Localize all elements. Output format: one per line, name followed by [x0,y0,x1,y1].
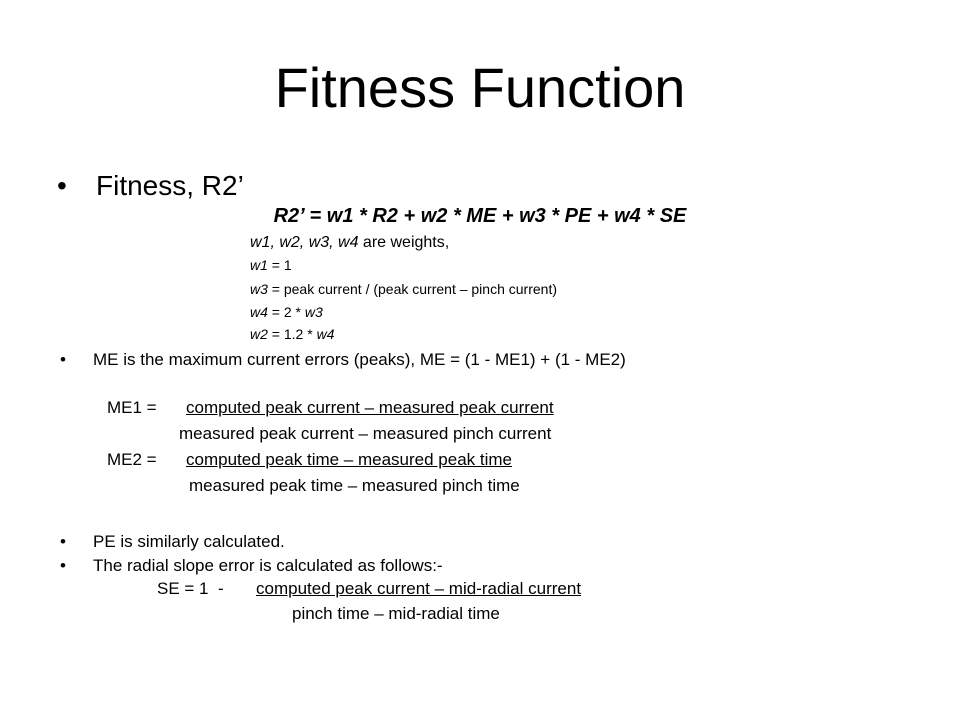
w1-definition [250,258,292,272]
se-label: SE = 1 - [157,579,224,598]
slide-title: Fitness Function [274,56,686,119]
w3-definition [250,282,557,296]
me1-label: ME1 = [107,398,157,417]
me2-numerator: computed peak time – measured peak time [186,450,513,469]
w3-var: w3 [250,281,268,297]
w2-definition [250,327,334,341]
bullet-dot-icon: • [57,170,67,201]
se-numerator: computed peak current – mid-radial current [256,579,582,598]
me-bullet: ME is the maximum current errors (peaks), ME = (1 - ME1) + (1 - ME2) [93,350,626,369]
me1-numerator: computed peak current – measured peak current [186,398,554,417]
w1-rest: = 1 [267,257,292,273]
w2-ref: w4 [316,326,335,342]
fitness-bullet: Fitness, R2’ [96,170,244,201]
w2-var: w2 [250,326,268,342]
bullet-dot-icon: • [60,532,66,551]
me1-denominator: measured peak current – measured pinch current [179,424,552,443]
me2-denominator: measured peak time – measured pinch time [189,476,520,495]
w3-rest: = peak current / (peak current – pinch current) [267,281,557,297]
w4-var: w4 [250,304,268,320]
w4-mid: = 2 * [267,304,305,320]
weights-vars: w1, w2, w3, w4 [250,234,359,251]
w1-var: w1 [250,257,268,273]
fitness-formula: R2’ = w1 * R2 + w2 * ME + w3 * PE + w4 * SE [273,205,687,227]
me2-label: ME2 = [107,450,157,469]
bullet-dot-icon: • [60,350,66,369]
w4-definition [250,305,323,319]
w2-mid: = 1.2 * [267,326,317,342]
weights-rest: are weights, [358,234,450,251]
se-denominator: pinch time – mid-radial time [292,604,500,623]
se-bullet: The radial slope error is calculated as follows:- [93,556,443,575]
pe-bullet: PE is similarly calculated. [93,532,285,551]
bullet-dot-icon: • [60,556,66,575]
w4-ref: w3 [304,304,323,320]
weights-definition [250,235,449,251]
